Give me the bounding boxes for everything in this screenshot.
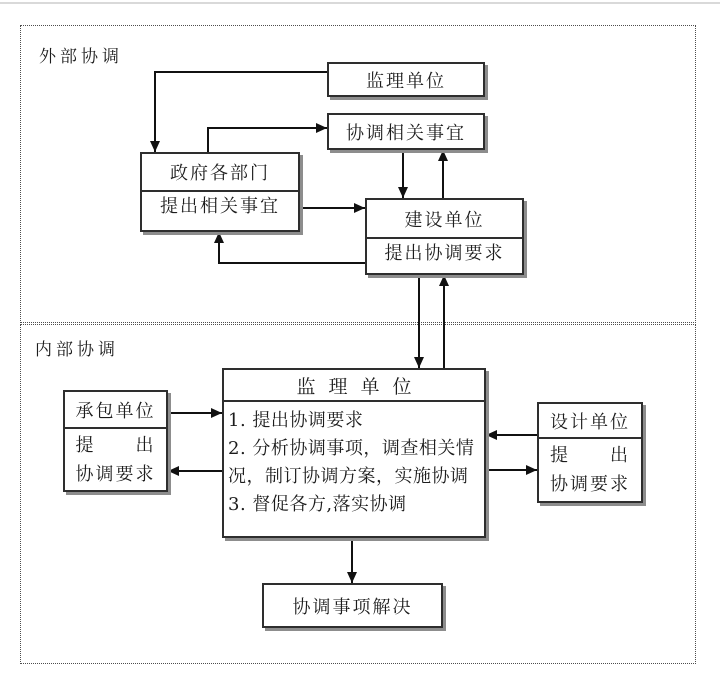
supervision-unit-internal-tasks	[224, 400, 484, 536]
supervision-task-line-4: 3. 督促各方,落实协调	[228, 494, 407, 515]
supervision-task-line-3: 况，制订协调方案，实施协调	[228, 466, 469, 487]
contractor-unit-title: 承包单位	[75, 400, 156, 422]
contractor-sub-line-2: 协调要求	[75, 463, 156, 485]
internal-section-label: 内部协调	[35, 340, 119, 360]
contractor-unit-sub	[65, 427, 166, 490]
design-sub-line-2: 协调要求	[550, 474, 630, 495]
box-supervision-unit-external	[327, 62, 485, 97]
contractor-sub-line-1: 提 出	[75, 434, 156, 456]
government-departments-sub: 提出相关事宜	[142, 190, 298, 218]
box-government-departments	[140, 152, 300, 232]
box-coordination-resolved	[262, 583, 443, 628]
design-sub-line-1: 提 出	[550, 445, 630, 466]
external-section-label: 外部协调	[39, 47, 123, 67]
box-construction-unit	[365, 198, 524, 275]
coordinate-related-matters-label: 协调相关事宜	[346, 122, 466, 144]
arrow-government-to-coordinate-matters	[208, 128, 327, 152]
supervision-unit-internal-title: 监理单位	[296, 375, 425, 398]
supervision-task-line-2: 2. 分析协调事项，调查相关情	[228, 438, 475, 459]
supervision-task-line-1: 1. 提出协调要求	[228, 410, 364, 431]
construction-unit-sub: 提出协调要求	[367, 237, 522, 265]
arrow-construction-to-government	[219, 232, 365, 263]
design-unit-title: 设计单位	[550, 411, 630, 433]
government-departments-title: 政府各部门	[170, 163, 270, 184]
box-supervision-unit-internal	[222, 368, 486, 538]
box-contractor-unit	[63, 390, 168, 492]
box-design-unit	[537, 402, 643, 503]
coordination-resolved-label: 协调事项解决	[292, 596, 413, 618]
arrow-supervision-to-government	[155, 72, 327, 152]
construction-unit-title: 建设单位	[404, 209, 485, 231]
supervision-unit-external-label: 监理单位	[366, 70, 446, 92]
design-unit-sub	[539, 437, 641, 501]
box-coordinate-related-matters	[327, 113, 485, 150]
